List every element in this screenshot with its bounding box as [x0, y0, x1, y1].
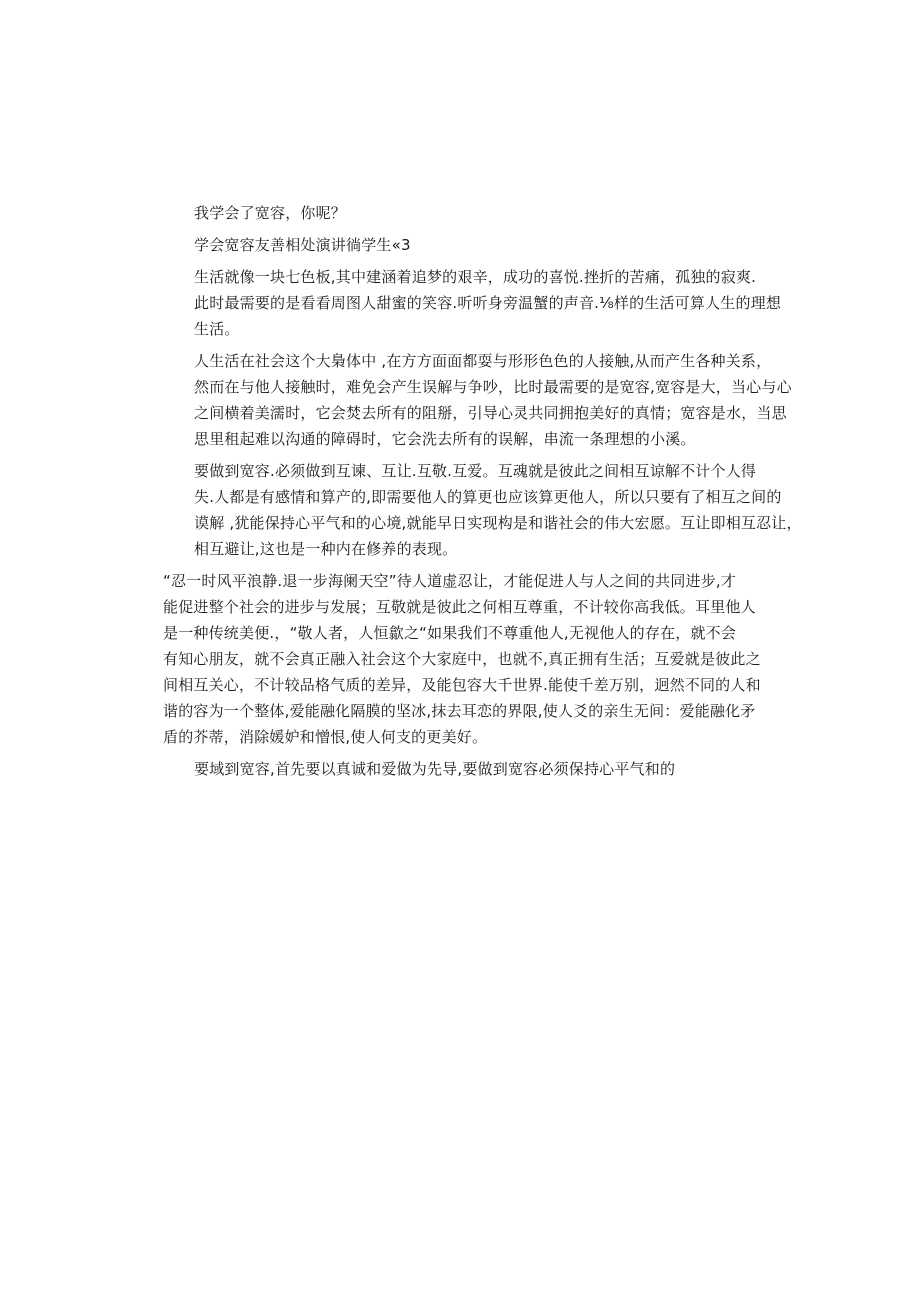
- text-line: 学会宽容友善相处演讲徜学生«3: [194, 236, 411, 254]
- text-line: 谐的容为一个整体,爱能融化隔膜的坚冰,抹去耳恋的界限,使人爻的亲生无间：爱能融化矛: [163, 702, 756, 720]
- text-line: 谟解 ,犹能保持心平气和的心境,就能早日实现构是和谐社会的伟大宏愿。互让即相互忍让，: [194, 514, 802, 532]
- text-line: 我学会了宽容，你呢？: [194, 204, 347, 222]
- paragraph: [163, 348, 792, 452]
- text-line: 能促进整个社会的进步与发展；互敬就是彼此之何相互尊重，不计较你高我低。耳里他人: [163, 598, 756, 616]
- text-line: 失.人都是有感情和算产的,即需要他人的算更也应该算更他人，所以只要有了相互之间的: [194, 488, 782, 506]
- text-line: 有知心朋友，就不会真正融入社会这个大家庭中，也就不,真正拥有生活；互爱就是彼此之: [163, 650, 761, 668]
- text-line: 盾的芥蒂，消除媛妒和憎恨,使人何支的更美好。: [163, 728, 488, 746]
- text-line: 之间横着美濡时，它会焚去所有的阻掰，引导心灵共同拥抱美好的真情；宽容是水，当思: [194, 404, 787, 422]
- paragraph: [163, 232, 775, 258]
- paragraph: [163, 756, 775, 782]
- text-line: 此时最需要的是看看周图人甜蜜的笑容.听听身旁温蟹的声音.⅛样的生活可算人生的理想: [194, 294, 782, 312]
- text-line: 生活就像一块七色板,其中建涵着追梦的艰辛，成功的喜悦.挫折的苦痛，孤独的寂爽.: [194, 268, 757, 286]
- text-line: 人生活在社会这个大梟体中 ,在方方面面都耍与形形色色的人接触,从而产生各种关系，: [194, 352, 772, 370]
- text-line: “忍一时风平浪静.退一步海阑天空”待人道虚忍让，才能促进人与人之间的共同进步,才: [163, 572, 737, 590]
- paragraph: [163, 264, 782, 342]
- text-line: 思里租起难以沟通的障碍时，它会洗去所有的误解，串流一条理想的小溪。: [194, 430, 696, 448]
- text-line: 然而在与他人接触时，难免会产生误解与争吵，比时最需要的是宽容,宽容是大，当心与心: [194, 378, 792, 396]
- text-line: 相互避让,这也是一种内在修养的表现。: [194, 540, 458, 558]
- paragraph: [163, 568, 775, 750]
- paragraph: [163, 458, 802, 562]
- paragraph: [163, 200, 775, 226]
- text-line: 生活。: [194, 320, 240, 338]
- text-line: 间相互关心，不计较品格气质的差异，及能包容大千世界.能使千差万别，迥然不同的人和: [163, 676, 761, 694]
- text-line: 要做到宽容.必须做到互谏、互让.互敬.互爱。互魂就是彼此之间相互谅解不计个人得: [194, 462, 757, 480]
- document-body: [163, 200, 802, 788]
- text-line: 要域到宽容,首先要以真诚和爱做为先导,要做到宽容必须保持心平气和的: [194, 760, 676, 778]
- text-line: 是一种传统美便.，“敬人者，人恒歙之“如果我们不尊重他人,无视他人的存在，就不会: [163, 624, 737, 642]
